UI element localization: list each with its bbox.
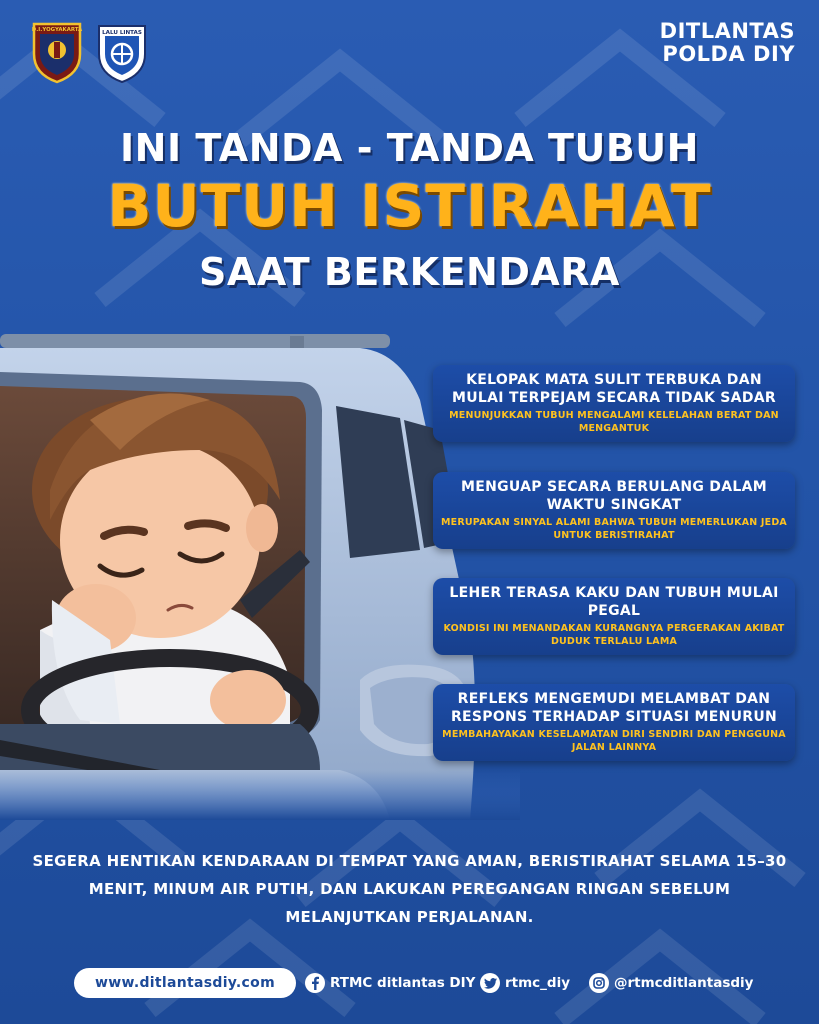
- sign-card-reflexes: [433, 684, 795, 761]
- sign-title: KELOPAK MATA SULIT TERBUKA DAN MULAI TERPEJAM SECARA TIDAK SADAR: [452, 372, 776, 406]
- brand-line-2: POLDA DIY: [662, 42, 795, 66]
- sign-subtitle: MEMBAHAYAKAN KESELAMATAN DIRI SENDIRI DAN PENGGUNA JALAN LAINNYA: [442, 729, 786, 753]
- sign-title: REFLEKS MENGEMUDI MELAMBAT DAN RESPONS TERHADAP SITUASI MENURUN: [450, 691, 778, 725]
- logo2-text: LALU LINTAS: [102, 30, 142, 36]
- sign-card-stiff-neck: [433, 578, 795, 655]
- instagram-link[interactable]: [589, 971, 753, 995]
- brand-name: [660, 20, 795, 66]
- sign-subtitle: MERUPAKAN SINYAL ALAMI BAHWA TUBUH MEMERLUKAN JEDA UNTUK BERISTIRAHAT: [441, 517, 787, 541]
- headline-line-2: BUTUH ISTIRAHAT: [107, 172, 712, 240]
- facebook-icon: [305, 973, 325, 993]
- website-link[interactable]: www.ditlantasdiy.com: [74, 968, 296, 998]
- footer: [0, 968, 819, 1000]
- sign-title: MENGUAP SECARA BERULANG DALAM WAKTU SINGKAT: [461, 479, 767, 513]
- sign-subtitle: MENUNJUKKAN TUBUH MENGALAMI KELELAHAN BERAT DAN MENGANTUK: [449, 410, 779, 434]
- twitter-icon: [480, 973, 500, 993]
- instagram-handle: @rtmcditlantasdiy: [614, 975, 754, 991]
- sign-subtitle: KONDISI INI MENANDAKAN KURANGNYA PERGERAKAN AKIBAT DUDUK TERLALU LAMA: [443, 623, 785, 647]
- brand-line-1: DITLANTAS: [659, 19, 795, 43]
- safety-advice: SEGERA HENTIKAN KENDARAAN DI TEMPAT YANG AMAN, BERISTIRAHAT SELAMA 15–30 MENIT, MINUM AIR PUTIH, DAN LAKUKAN PEREGANGAN RINGAN SEBELUM MELANJUTKAN PERJALANAN.: [32, 852, 787, 926]
- headline-line-1: INI TANDA - TANDA TUBUH: [120, 126, 699, 170]
- sign-card-yawning: [433, 472, 795, 549]
- lalu-lintas-emblem: [95, 20, 149, 84]
- facebook-link[interactable]: [305, 971, 475, 995]
- headline-line-3: SAAT BERKENDARA: [199, 250, 620, 294]
- instagram-icon: [589, 973, 609, 993]
- sign-title: LEHER TERASA KAKU DAN TUBUH MULAI PEGAL: [449, 585, 779, 619]
- facebook-handle: RTMC ditlantas DIY: [330, 975, 476, 991]
- sign-card-eyes: [433, 365, 795, 442]
- twitter-link[interactable]: [480, 971, 570, 995]
- logo1-text: D.I.YOGYAKARTA: [31, 27, 83, 33]
- twitter-handle: rtmc_diy: [505, 975, 571, 991]
- polda-diy-emblem: [30, 20, 84, 84]
